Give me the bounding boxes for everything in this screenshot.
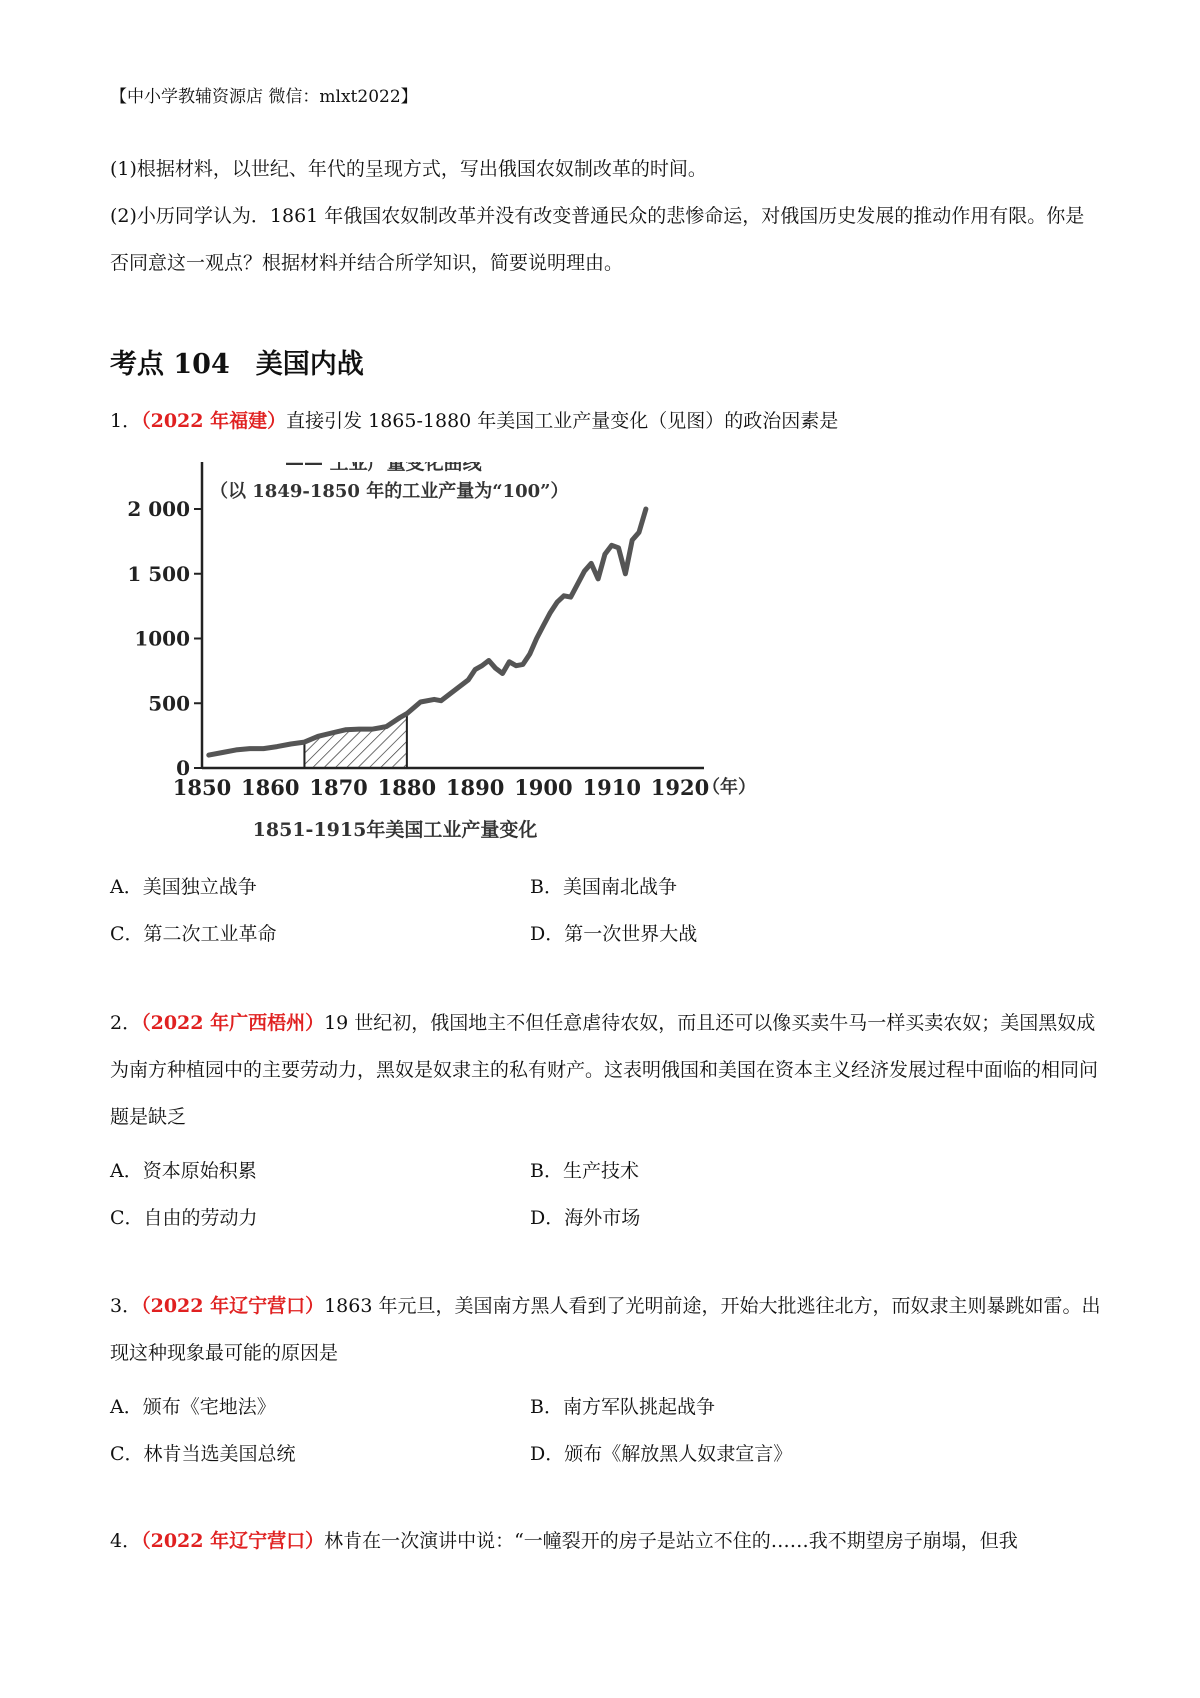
chart-svg xyxy=(120,462,780,848)
question-number: 1． xyxy=(110,410,142,432)
question-text: 直接引发 1865-1880 年美国工业产量变化（见图）的政治因素是 xyxy=(286,410,839,432)
chart-title: 1851-1915年美国工业产量变化 xyxy=(252,819,538,841)
x-tick-label: 1850 xyxy=(172,775,232,800)
series-line xyxy=(209,509,646,755)
question-number: 3． xyxy=(110,1295,142,1317)
industrial-output-chart xyxy=(120,462,780,848)
section-title xyxy=(110,342,364,381)
q2-option-c[interactable]: C．自由的劳动力 xyxy=(110,1207,258,1229)
x-tick-label: 1910 xyxy=(582,775,641,800)
x-tick-label: 1900 xyxy=(514,775,573,800)
question-1 xyxy=(110,398,1102,445)
legend-entry: —— 工业产量变化曲线 xyxy=(285,462,482,474)
question-source: （2022 年辽宁营口） xyxy=(141,1295,325,1317)
section-number: 考点 104 xyxy=(110,349,230,380)
question-text: 19 世纪初，俄国地主不但任意虐待农奴，而且还可以像买卖牛马一样买卖农奴；美国黑奴成为南方种植园中的主要劳动力，黑奴是奴隶主的私有财产。这表明俄国和美国在资本主义经济发展过程中面临的相同问题是缺乏 xyxy=(110,1012,1099,1128)
y-tick-label: 0 xyxy=(176,756,190,780)
y-tick-label: 1000 xyxy=(134,626,190,651)
q3-option-a[interactable]: A．颁布《宅地法》 xyxy=(110,1396,276,1418)
q1-option-c[interactable]: C．第二次工业革命 xyxy=(110,923,277,945)
question-source: （2022 年辽宁营口） xyxy=(141,1530,325,1552)
q3-option-d[interactable]: D．颁布《解放黑人奴隶宣言》 xyxy=(530,1443,793,1465)
question-source: （2022 年广西梧州） xyxy=(141,1012,325,1034)
q1-option-b[interactable]: B．美国南北战争 xyxy=(530,876,677,898)
question-number: 4． xyxy=(110,1530,142,1552)
x-tick-label: 1860 xyxy=(241,775,300,800)
q3-option-b[interactable]: B．南方军队挑起战争 xyxy=(530,1396,715,1418)
question-text: 1863 年元旦，美国南方黑人看到了光明前途，开始大批逃往北方，而奴隶主则暴跳如雷。出现这种现象最可能的原因是 xyxy=(110,1295,1101,1364)
question-source: （2022 年福建） xyxy=(141,410,287,432)
q1-option-d[interactable]: D．第一次世界大战 xyxy=(530,923,698,945)
legend-note: （以 1849-1850 年的工业产量为“100”） xyxy=(210,481,569,502)
question-number: 2． xyxy=(110,1012,142,1034)
q2-option-b[interactable]: B．生产技术 xyxy=(530,1160,639,1182)
q2-option-d[interactable]: D．海外市场 xyxy=(530,1207,641,1229)
x-tick-label: 1880 xyxy=(377,775,437,800)
q3-option-c[interactable]: C．林肯当选美国总统 xyxy=(110,1443,296,1465)
y-tick-label: 2 000 xyxy=(127,497,190,521)
x-axis-label: （年） xyxy=(702,777,756,798)
x-tick-label: 1920 xyxy=(650,775,710,800)
q2-option-a[interactable]: A．资本原始积累 xyxy=(110,1160,257,1182)
section-name: 美国内战 xyxy=(255,349,364,380)
x-tick-label: 1890 xyxy=(445,775,505,800)
x-tick-label: 1870 xyxy=(309,775,368,800)
y-tick-label: 500 xyxy=(148,691,190,716)
intro-question-2: (2)小历同学认为．1861 年俄国农奴制改革并没有改变普通民众的悲惨命运，对俄国历史发展的推动作用有限。你是否同意这一观点？根据材料并结合所学知识，简要说明理由。 xyxy=(110,205,1085,274)
question-3 xyxy=(110,1283,1102,1377)
intro-question-1: (1)根据材料，以世纪、年代的呈现方式，写出俄国农奴制改革的时间。 xyxy=(110,158,707,180)
y-tick-label: 1 500 xyxy=(127,561,190,586)
question-4 xyxy=(110,1518,1102,1565)
q1-option-a[interactable]: A．美国独立战争 xyxy=(110,876,257,898)
question-text: 林肯在一次演讲中说：“一幢裂开的房子是站立不住的……我不期望房子崩塌，但我 xyxy=(324,1530,1018,1552)
question-2 xyxy=(110,1000,1102,1141)
page-header: 【中小学教辅资源店 微信：mlxt2022】 xyxy=(110,87,418,107)
